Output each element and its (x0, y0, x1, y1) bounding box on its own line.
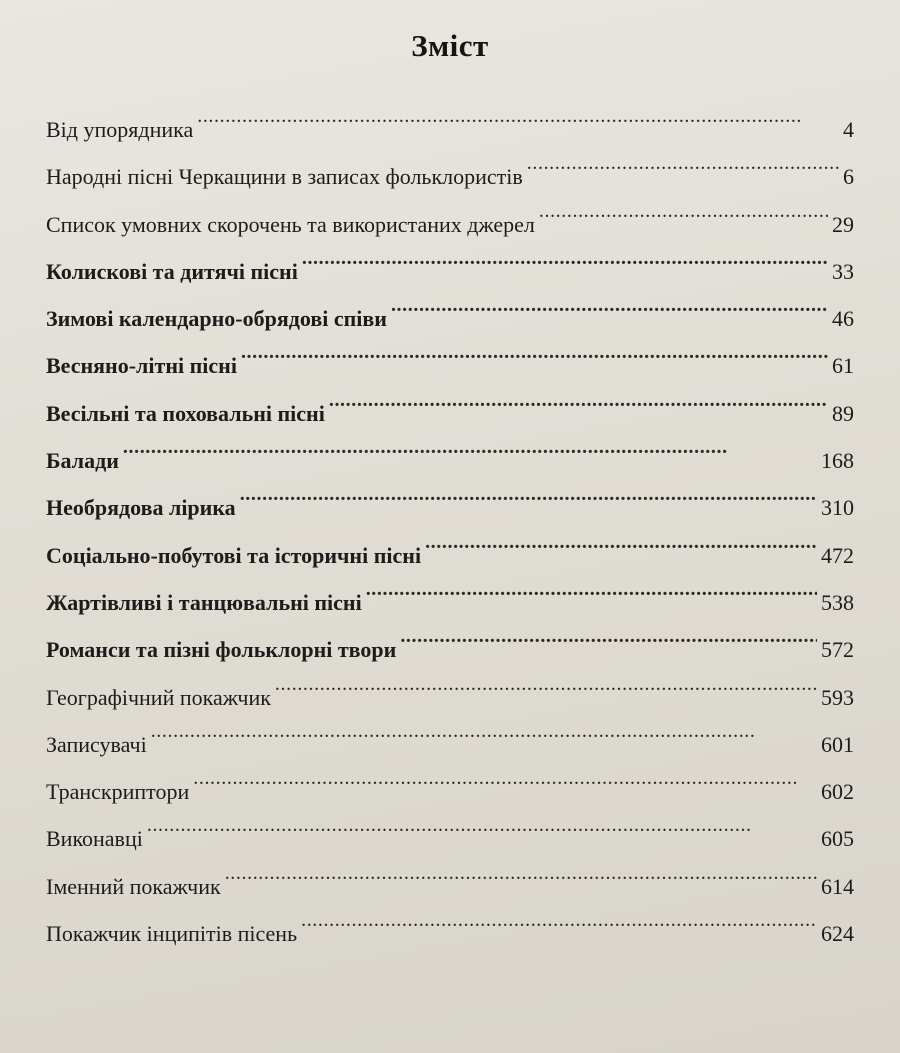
toc-entry-page: 310 (821, 495, 854, 521)
toc-entry (46, 626, 854, 673)
toc-entry-label: Жартівливі і танцювальні пісні (46, 589, 362, 615)
toc-entry-label: Необрядова лірика (46, 495, 236, 521)
dot-leader (193, 777, 817, 799)
table-of-contents (46, 106, 854, 957)
toc-entry-page: 605 (821, 826, 854, 852)
toc-entry-page: 33 (832, 258, 854, 284)
dot-leader (301, 919, 817, 941)
toc-entry-page: 572 (821, 637, 854, 663)
toc-entry-page: 472 (821, 542, 854, 568)
toc-entry-page: 6 (843, 164, 854, 190)
toc-entry (46, 910, 854, 957)
toc-entry-label: Іменний покажчик (46, 873, 221, 899)
toc-entry-page: 624 (821, 921, 854, 947)
toc-entry (46, 153, 854, 200)
toc-entry-label: Від упорядника (46, 117, 194, 142)
toc-entry-label: Соціально-побутові та історичні пісні (46, 542, 422, 568)
toc-entry (46, 721, 854, 768)
toc-entry (46, 390, 854, 437)
toc-entry (46, 484, 854, 531)
dot-leader (225, 872, 817, 894)
dot-leader (329, 399, 828, 421)
toc-entry-page: 168 (821, 448, 854, 474)
dot-leader (241, 351, 828, 373)
toc-entry-label: Виконавці (46, 826, 143, 852)
toc-entry-page: 538 (821, 589, 854, 615)
dot-leader (197, 115, 839, 137)
toc-entry (46, 863, 854, 910)
toc-entry-label: Записувачі (46, 731, 147, 757)
toc-entry (46, 532, 854, 579)
dot-leader (391, 304, 828, 326)
toc-entry-page: 601 (821, 731, 854, 757)
toc-entry (46, 579, 854, 626)
toc-entry-label: Весняно-літні пісні (46, 353, 237, 379)
page-title: Зміст (411, 28, 489, 63)
toc-entry-label: Балади (46, 448, 119, 474)
toc-entry-page: 61 (832, 353, 854, 379)
toc-entry-page: 89 (832, 400, 854, 426)
toc-entry (46, 295, 854, 342)
toc-entry-page: 4 (843, 117, 854, 142)
toc-entry (46, 437, 854, 484)
toc-entry (46, 248, 854, 295)
dot-leader (366, 588, 817, 610)
toc-entry (46, 674, 854, 721)
dot-leader (400, 635, 817, 657)
toc-entry-label: Весільні та поховальні пісні (46, 400, 325, 426)
toc-entry-page: 602 (821, 779, 854, 805)
toc-entry-label: Географічний покажчик (46, 684, 271, 710)
toc-entry-page: 593 (821, 684, 854, 710)
dot-leader (527, 162, 839, 184)
dot-leader (151, 730, 817, 752)
dot-leader (275, 683, 817, 705)
toc-entry (46, 106, 854, 153)
toc-entry-page: 29 (832, 211, 854, 237)
toc-entry-label: Народні пісні Черкащини в записах фольклористів (46, 164, 523, 190)
dot-leader (240, 493, 817, 515)
toc-entry-label: Список умовних скорочень та використаних джерел (46, 211, 535, 237)
dot-leader (425, 541, 817, 563)
toc-entry-page: 614 (821, 873, 854, 899)
dot-leader (302, 257, 828, 279)
toc-entry-label: Транскриптори (46, 779, 190, 805)
toc-entry-page: 46 (832, 306, 854, 332)
dot-leader (123, 446, 817, 468)
toc-entry (46, 201, 854, 248)
dot-leader (147, 824, 817, 846)
toc-entry (46, 768, 854, 815)
dot-leader (539, 210, 828, 232)
toc-entry-label: Романси та пізні фольклорні твори (46, 637, 397, 663)
toc-entry-label: Зимові календарно-обрядові співи (46, 306, 387, 332)
toc-entry-label: Покажчик інципітів пісень (46, 921, 298, 947)
toc-entry (46, 342, 854, 389)
toc-entry (46, 815, 854, 862)
toc-entry-label: Колискові та дитячі пісні (46, 258, 298, 284)
